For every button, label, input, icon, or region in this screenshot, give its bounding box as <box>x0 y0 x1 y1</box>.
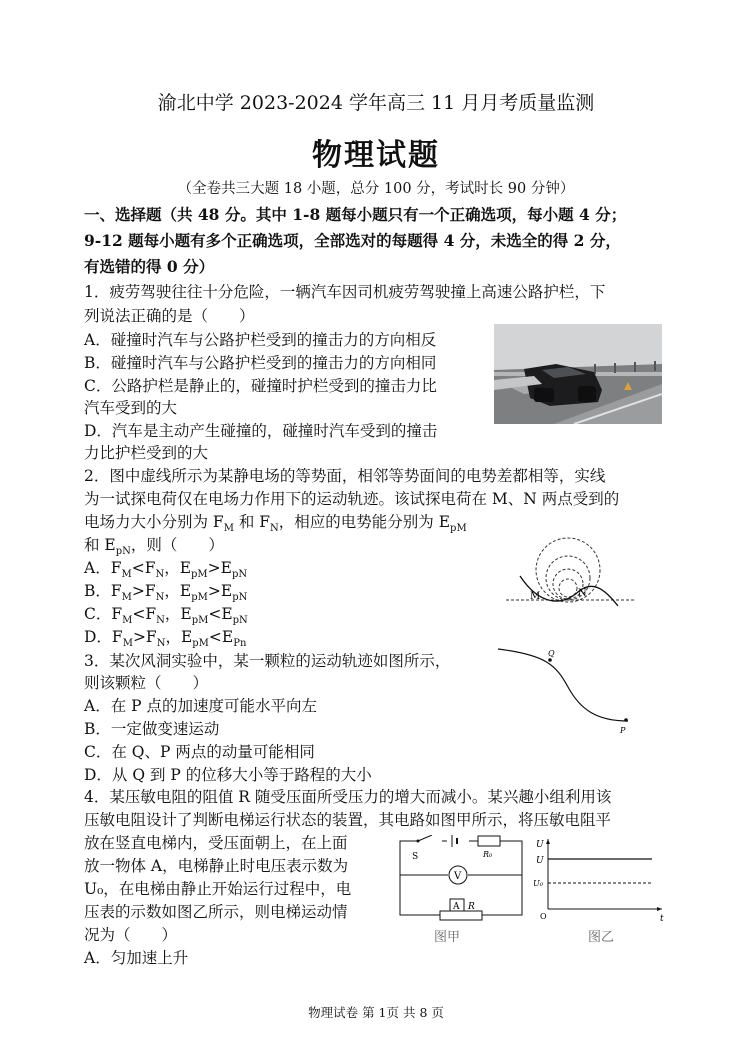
q2-option-b: B．$F_M>F_N$，$E_{pM}>E_{pN}$ <box>84 582 248 604</box>
exam-note: （全卷共三大题 18 小题，总分 100 分，考试时长 90 分钟） <box>177 181 575 197</box>
q2-stem-line4: 和 $E_{pN}$，则（ ） <box>84 536 224 558</box>
q4-stem-line7: 况为（ ） <box>84 926 178 944</box>
q4-stem-line1: 4．某压敏电阻的阻值 R 随受压面所受压力的增大而减小。某兴趣小组利用该 <box>84 788 612 806</box>
page-footer: 物理试卷 第 1页 共 8 页 <box>308 1005 444 1020</box>
q2-option-c: C．$F_M<F_N$，$E_{pM}<E_{pN}$ <box>84 605 248 627</box>
q2-stem-line2: 为一试探电荷仅在电场力作用下的运动轨迹。该试探电荷在 M、N 两点受到的 <box>84 490 620 508</box>
q1-option-d-line2: 力比护栏受到的大 <box>84 444 209 462</box>
subject-title: 物理试题 <box>312 138 440 173</box>
q4-stem-line5: U₀，在电梯由静止开始运行过程中，电 <box>84 880 352 898</box>
q1-option-b: B．碰撞时汽车与公路护栏受到的撞击力的方向相同 <box>84 354 437 372</box>
q3-option-d: D．从 Q 到 P 的位移大小等于路程的大小 <box>84 766 372 784</box>
car-crash-photo <box>494 324 662 424</box>
tick-u0-label: U₀ <box>533 879 543 888</box>
q1-stem-line2: 列说法正确的是（ ） <box>84 307 255 325</box>
label-voltmeter: V <box>454 871 462 882</box>
q3-option-c: C．在 Q、P 两点的动量可能相同 <box>84 743 315 761</box>
q2-option-a: A．$F_M<F_N$，$E_{pM}>E_{pN}$ <box>84 559 248 581</box>
section-heading-line2: 9-12 题每小题有多个正确选项，全部选对的每题得 4 分，未选全的得 2 分， <box>84 231 621 250</box>
label-q: Q <box>548 649 555 658</box>
q3-option-a: A．在 P 点的加速度可能水平向左 <box>84 697 317 715</box>
label-n: N <box>578 588 587 599</box>
q1-option-a: A．碰撞时汽车与公路护栏受到的撞击力的方向相反 <box>84 331 437 349</box>
label-switch: S <box>412 852 419 862</box>
label-m: M <box>530 591 541 602</box>
q2-stem-line3: 电场力大小分别为 $F_M$ 和 $F_N$，相应的电势能分别为 $E_{pM}$ <box>84 513 467 535</box>
q2-option-d: D．$F_M>F_N$，$E_{pM}<E_{Pn}$ <box>84 628 247 650</box>
q4-voltage-graph <box>530 835 670 945</box>
q4-stem-line4: 放一物体 A，电梯静止时电压表示数为 <box>84 857 349 875</box>
q3-stem-line1: 3．某次风洞实验中，某一颗粒的运动轨迹如图所示， <box>84 652 451 670</box>
label-r: R <box>468 902 475 912</box>
q4-stem-line3: 放在竖直电梯内，受压面朝上，在上面 <box>84 834 348 852</box>
q4-stem-line2: 压敏电阻设计了判断电梯运行状态的装置，其电路如图甲所示，将压敏电阻平 <box>84 811 612 829</box>
axis-t-label: t <box>660 914 664 924</box>
label-r0: R₀ <box>483 850 493 859</box>
figure-jia-label: 图甲 <box>434 930 461 945</box>
q4-stem-line6: 压表的示数如图乙所示，则电梯运动情 <box>84 903 348 921</box>
q2-stem-line1: 2．图中虚线所示为某静电场的等势面，相邻等势面间的电势差都相等，实线 <box>84 467 606 485</box>
section-heading-line3: 有选错的得 0 分） <box>84 257 215 276</box>
origin-label: O <box>540 912 547 921</box>
q4-circuit-diagram <box>392 835 528 945</box>
q3-stem-line2: 则该颗粒（ ） <box>84 674 209 692</box>
q3-option-b: B．一定做变速运动 <box>84 720 220 738</box>
axis-u-label: U <box>536 840 544 850</box>
label-object-a: A <box>453 902 460 912</box>
q1-option-d-line1: D．汽车是主动产生碰撞的，碰撞时汽车受到的撞击 <box>84 422 438 440</box>
section-heading-line1: 一、选择题（共 48 分。其中 1-8 题每小题只有一个正确选项，每小题 4 分； <box>84 205 627 224</box>
tick-u-label: U <box>536 856 544 866</box>
q1-option-c-line2: 汽车受到的大 <box>84 399 178 417</box>
figure-yi-label: 图乙 <box>588 930 615 945</box>
q4-option-a: A．匀加速上升 <box>84 949 189 967</box>
q2-equipotential-diagram <box>500 528 640 608</box>
exam-title: 渝北中学 2023-2024 学年高三 11 月月考质量监测 <box>157 92 595 114</box>
label-p: P <box>620 726 626 735</box>
q3-trajectory-diagram <box>496 645 646 737</box>
q1-stem-line1: 1．疲劳驾驶往往十分危险，一辆汽车因司机疲劳驾驶撞上高速公路护栏，下 <box>84 283 606 301</box>
q1-option-c-line1: C．公路护栏是静止的，碰撞时护栏受到的撞击力比 <box>84 377 437 395</box>
